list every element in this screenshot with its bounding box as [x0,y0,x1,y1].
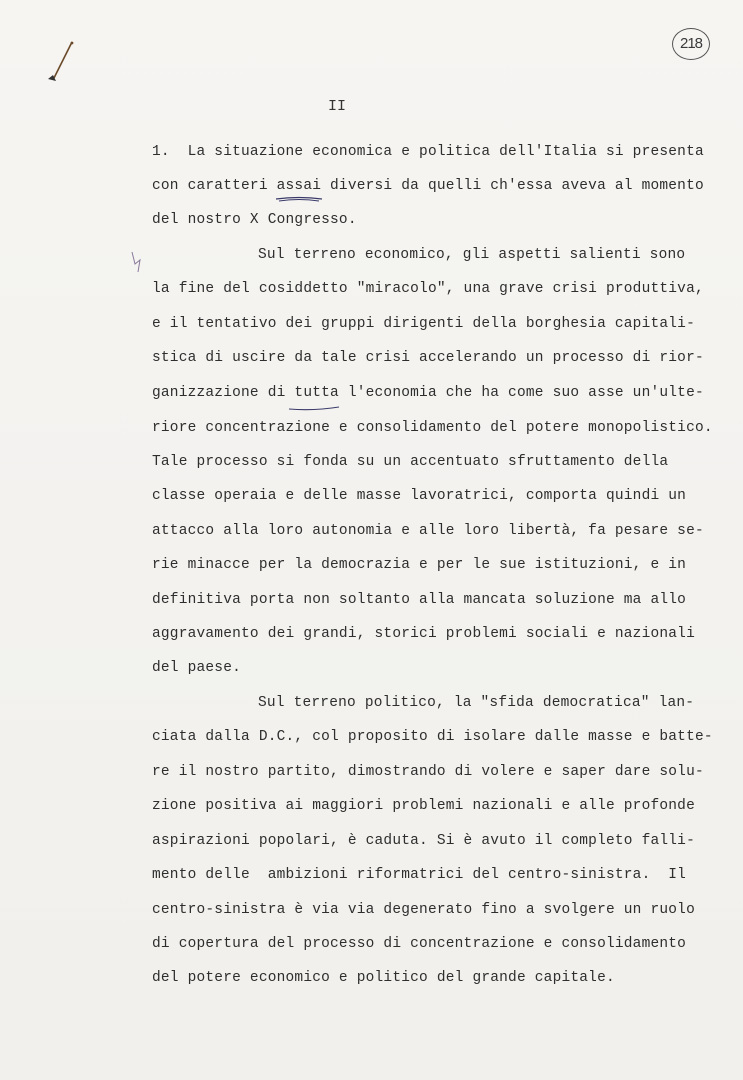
text-line: Tale processo si fonda su un accentuato sfruttamento della [152,454,669,470]
text-line: classe operaia e delle masse lavoratrici, comporta quindi un [152,488,687,504]
text-line: del potere economico e politico del grande capitale. [152,970,615,986]
section-heading-text: II [328,98,347,115]
page-number: 218 [672,28,710,60]
text-line: re il nostro partito, dimostrando di volere e saper dare solu- [152,764,704,780]
text-line: la fine del cosiddetto "miracolo", una grave crisi produttiva, [152,281,704,297]
text-line: del paese. [152,660,242,676]
text-line: del nostro X Congresso. [152,212,357,228]
text-line: attacco alla loro autonomia e alle loro libertà, fa pesare se- [152,523,704,539]
text-line: riore concentrazione e consolidamento del potere monopolistico. [152,420,713,436]
text-line: centro-sinistra è via via degenerato fino a svolgere un ruolo [152,902,695,918]
text-line: ciata dalla D.C., col proposito di isolare dalle masse e batte- [152,729,713,745]
text-line: zione positiva ai maggiori problemi nazionali e alle profonde [152,798,695,814]
text-line: definitiva porta non soltanto alla mancata soluzione ma allo [152,592,687,608]
text-line: ganizzazione di tutta l'economia che ha come suo asse un'ulte- [152,385,704,401]
text-line: con caratteri assai diversi da quelli ch'essa aveva al momento [152,178,704,194]
text-line: di copertura del processo di concentrazione e consolidamento [152,936,687,952]
handwritten-underline-icon [275,196,323,202]
text-line: mento delle ambizioni riformatrici del centro-sinistra. Il [152,867,687,883]
text-line: e il tentativo dei gruppi dirigenti della borghesia capitali- [152,316,695,332]
text-line: 1. La situazione economica e politica dell'Italia si presenta [152,144,704,160]
text-line: Sul terreno economico, gli aspetti salienti sono [258,247,686,263]
section-heading [328,98,346,115]
text-line: Sul terreno politico, la "sfida democratica" lan- [258,695,695,711]
text-line: stica di uscire da tale crisi accelerando un processo di rior- [152,350,704,366]
margin-annotation-icon [130,250,142,274]
pencil-mark-icon [40,38,80,88]
text-line: rie minacce per la democrazia e per le sue istituzioni, e in [152,557,687,573]
text-line: aspirazioni popolari, è caduta. Si è avuto il completo falli- [152,833,695,849]
text-line: aggravamento dei grandi, storici problemi sociali e nazionali [152,626,695,642]
handwritten-underline-icon [288,405,340,411]
